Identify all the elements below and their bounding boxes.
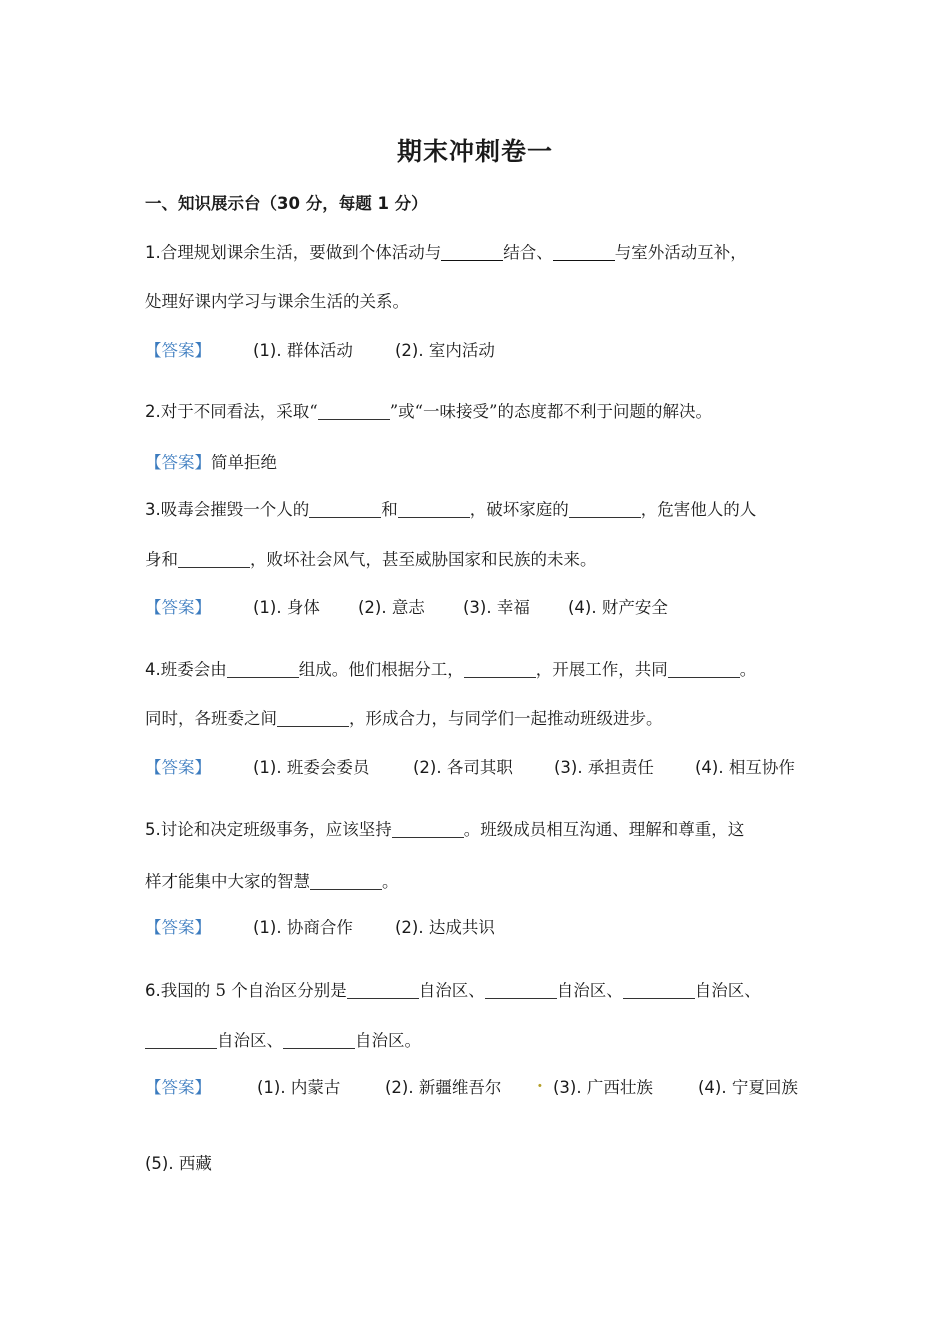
answer-item: (1). 协商合作 <box>253 918 353 937</box>
fill-blank <box>347 982 419 1000</box>
answer-item: (4). 宁夏回族 <box>698 1078 798 1097</box>
answer-item: (2). 各司其职 <box>413 758 513 777</box>
question-6-line-1: 6.我国的 5 个自治区分别是 自治区、 自治区、 自治区、 <box>145 981 761 1000</box>
answer-item: (5). 西藏 <box>145 1154 212 1173</box>
question-number: 6. <box>145 981 161 1000</box>
fill-blank <box>623 982 695 1000</box>
answer-item: (1). 群体活动 <box>253 341 353 360</box>
fill-blank <box>145 1032 217 1050</box>
question-number: 2. <box>145 402 161 421</box>
fill-blank <box>485 982 557 1000</box>
answer-item: 【答案】简单拒绝 <box>145 453 277 472</box>
answer-label: 【答案】 <box>145 758 211 777</box>
answer-label: 【答案】 <box>145 341 211 360</box>
page-title: 期末冲刺卷一 <box>396 137 553 166</box>
fill-blank <box>178 551 250 569</box>
question-4-line-2: 同时，各班委之间 ，形成合力，与同学们一起推动班级进步。 <box>145 709 663 728</box>
fill-blank <box>668 661 740 679</box>
question-4-line-1: 4.班委会由 组成。他们根据分工， ，开展工作，共同 。 <box>145 660 757 679</box>
fill-blank <box>309 501 381 519</box>
fill-blank <box>277 710 349 728</box>
question-number: 5. <box>145 820 161 839</box>
fill-blank <box>227 661 299 679</box>
fill-blank <box>283 1032 355 1050</box>
fill-blank <box>569 501 641 519</box>
answer-item: (3). 广西壮族 <box>553 1078 653 1097</box>
fill-blank <box>553 244 615 262</box>
answer-label: 【答案】 <box>145 598 211 617</box>
question-6-line-2: 自治区、 自治区。 <box>145 1027 421 1051</box>
answer-item: (4). 财产安全 <box>568 598 668 617</box>
section-heading: 一、知识展示台（30 分，每题 1 分） <box>145 194 428 213</box>
question-number: 3. <box>145 500 161 519</box>
answer-label: 【答案】 <box>145 918 211 937</box>
answer-label: 【答案】 <box>145 1078 211 1097</box>
answer-label: 【答案】 <box>145 453 211 472</box>
answer-item: (1). 班委会委员 <box>253 758 370 777</box>
question-1-line-1: 1.合理规划课余生活，要做到个体活动与 结合、 与室外活动互补， <box>145 243 747 262</box>
fill-blank <box>310 873 382 891</box>
fill-blank <box>441 244 503 262</box>
answer-item: (2). 室内活动 <box>395 341 495 360</box>
answer-item: (3). 承担责任 <box>554 758 654 777</box>
fill-blank <box>318 403 390 421</box>
answer-item: (2). 新疆维吾尔 <box>385 1078 502 1097</box>
question-number: 4. <box>145 660 161 679</box>
stray-mark: . <box>537 1072 543 1091</box>
question-2-line-1: 2.对于不同看法，采取“ ”或“一味接受”的态度都不利于问题的解决。 <box>145 402 712 421</box>
question-5-line-1: 5.讨论和决定班级事务，应该坚持 。班级成员相互沟通、理解和尊重，这 <box>145 820 745 839</box>
fill-blank <box>398 501 470 519</box>
question-5-line-2: 样才能集中大家的智慧 。 <box>145 872 399 891</box>
fill-blank <box>464 661 536 679</box>
answer-item: (4). 相互协作 <box>695 758 795 777</box>
answer-item: (2). 达成共识 <box>395 918 495 937</box>
answer-item: (1). 内蒙古 <box>257 1078 341 1097</box>
question-3-line-2: 身和 ，败坏社会风气，甚至威胁国家和民族的未来。 <box>145 550 597 569</box>
answer-item: (2). 意志 <box>358 598 425 617</box>
answer-item: (3). 幸福 <box>463 598 530 617</box>
question-3-line-1: 3.吸毒会摧毁一个人的 和 ，破坏家庭的 ，危害他人的人 <box>145 500 757 519</box>
answer-item: (1). 身体 <box>253 598 320 617</box>
question-1-line-2: 处理好课内学习与课余生活的关系。 <box>145 292 409 311</box>
question-number: 1. <box>145 243 161 262</box>
fill-blank <box>392 821 464 839</box>
